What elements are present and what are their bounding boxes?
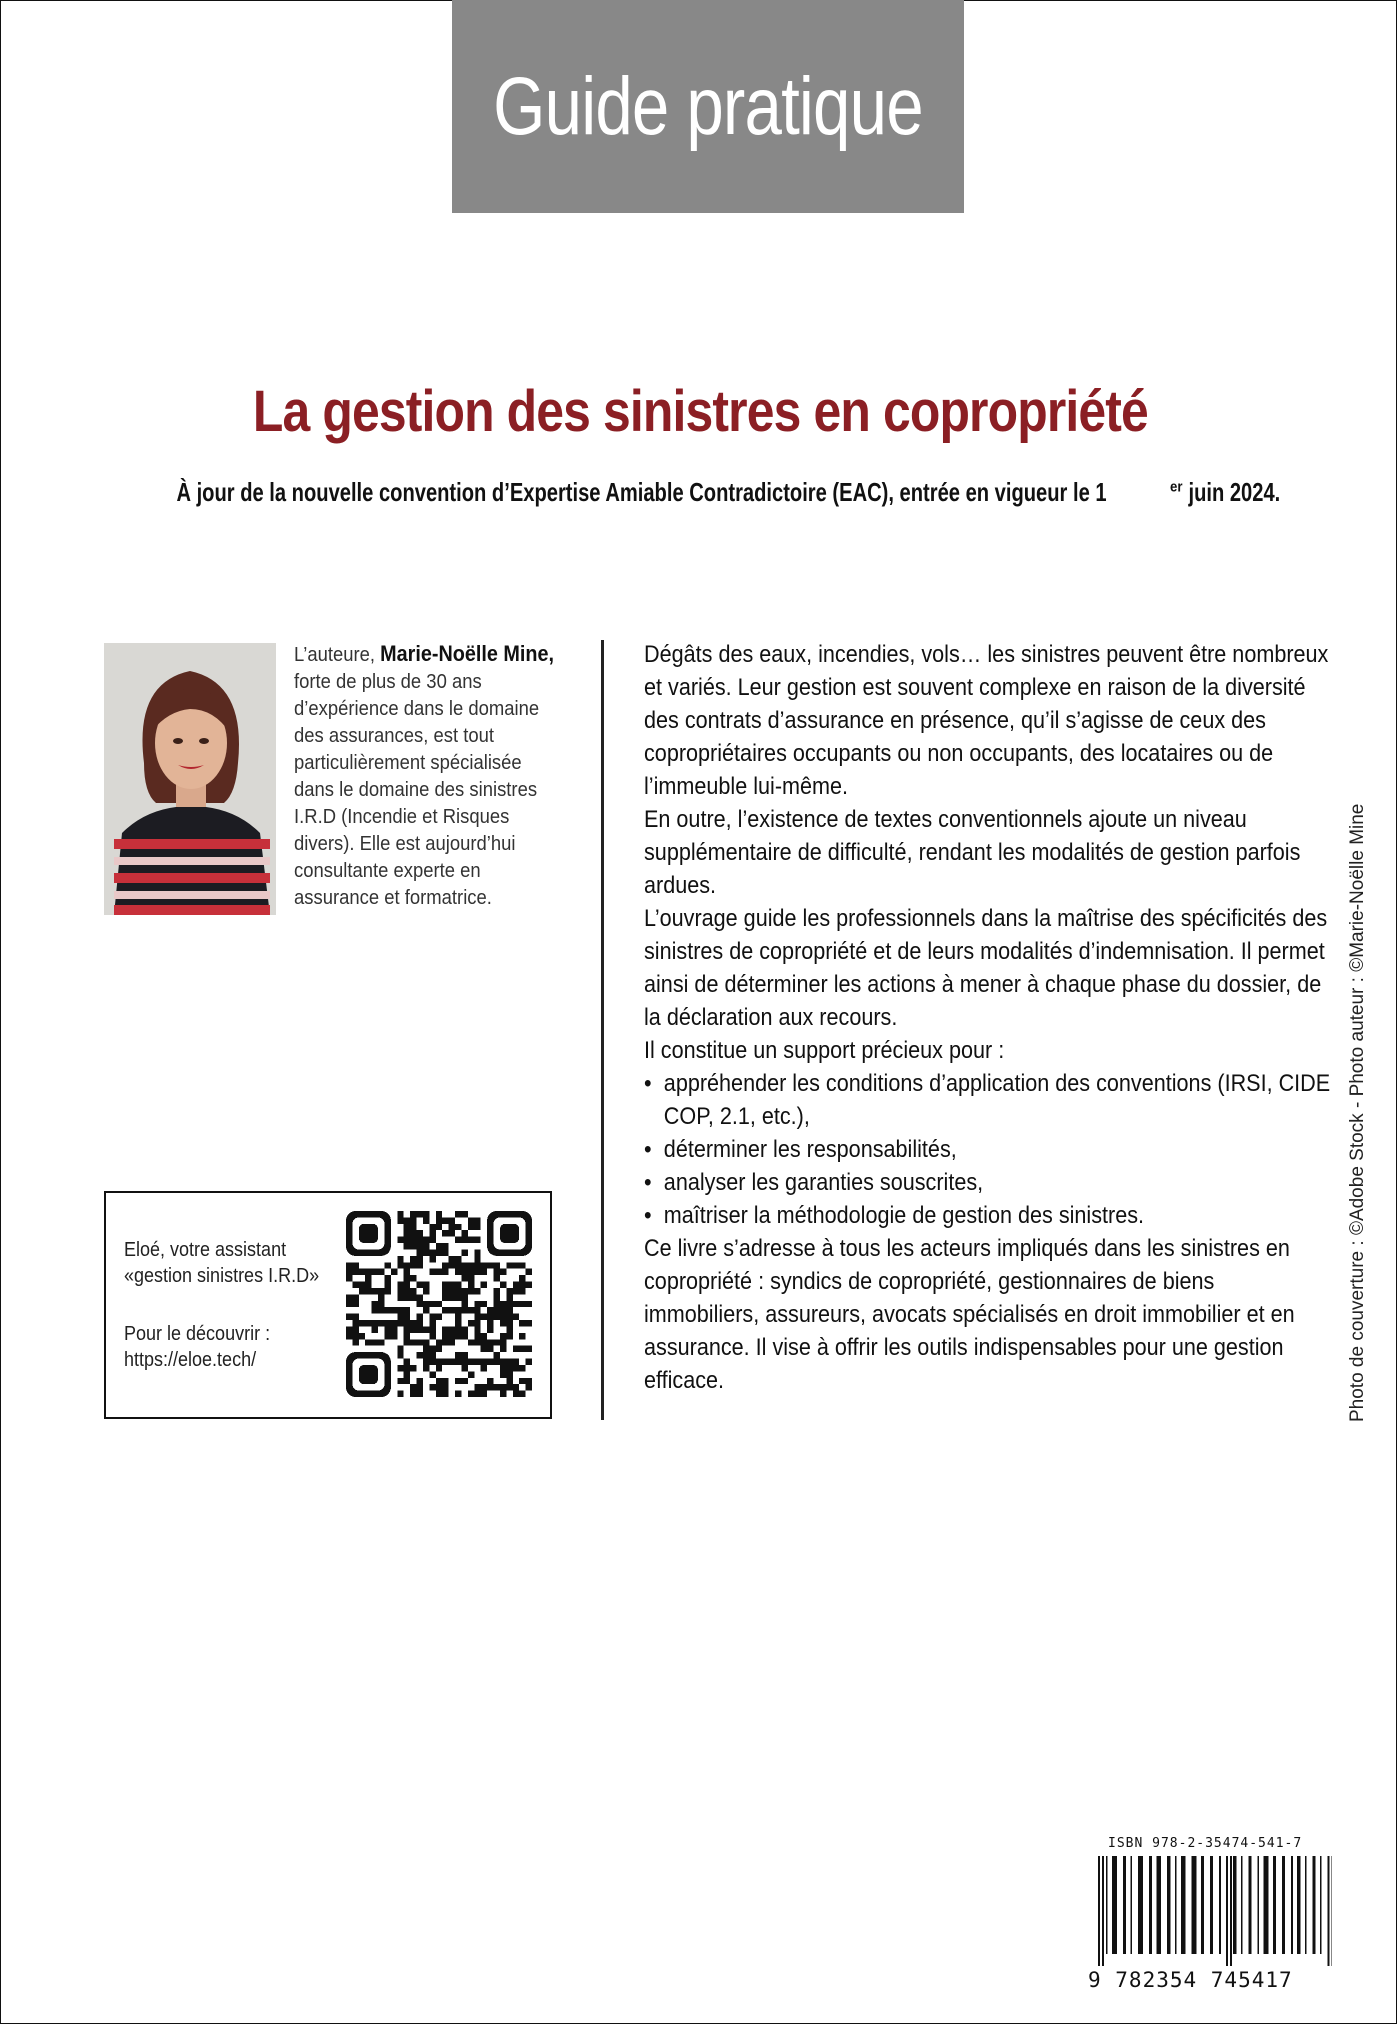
author-name: Marie-Noëlle Mine, — [380, 641, 555, 666]
assistant-url[interactable]: https://eloe.tech/ — [124, 1349, 257, 1371]
subtitle-text: À jour de la nouvelle convention d’Expertise Amiable Contradictoire (EAC), entrée en vigueur le 1 — [176, 477, 1107, 507]
isbn-label: ISBN 978-2-35474-541-7 — [1108, 1836, 1303, 1851]
author-bio-text: forte de plus de 30 ans d’expérience dans le domaine des assurances, est tout particulièrement spécialisée dans le domaine des sinistres I.R.D (Incendie et Risques divers). Elle est aujourd’hui consultante experte en assurance et formatrice. — [294, 670, 540, 909]
assistant-line-3: Pour le découvrir : — [124, 1323, 271, 1345]
assistant-line-1: Eloé, votre assistant — [124, 1239, 287, 1261]
author-portrait-image — [104, 643, 276, 915]
author-photo — [104, 643, 276, 915]
description-paragraph: Il constitue un support précieux pour : — [644, 1037, 1005, 1064]
bullet-item: • appréhender les conditions d’application des conventions (IRSI, CIDE COP, 2.1, etc.), — [644, 1067, 1335, 1133]
book-subtitle — [0, 477, 1400, 508]
description-paragraph: En outre, l’existence de textes conventionnels ajoute un niveau supplémentaire de difficulté, rendant les modalités de gestion parfois ardues. — [644, 806, 1301, 899]
assistant-box — [104, 1191, 552, 1419]
column-divider — [601, 640, 604, 1420]
assistant-line-2: «gestion sinistres I.R.D» — [124, 1265, 320, 1287]
book-title-text: La gestion des sinistres en copropriété — [252, 379, 1148, 444]
subtitle-superscript: er — [1170, 478, 1183, 496]
assistant-link-text — [124, 1321, 286, 1373]
barcode-icon — [1094, 1856, 1332, 1966]
book-description — [644, 638, 1334, 1397]
description-paragraph: Dégâts des eaux, incendies, vols… les sinistres peuvent être nombreux et variés. Leur gestion est souvent complexe en raison de la diversité des contrats d’assurance en présence, qu’il s’agisse de ceux des copropriétaires occupants ou non occupants, des locataires ou de l’immeuble lui-même. — [644, 641, 1329, 800]
qr-code-icon[interactable] — [346, 1211, 532, 1397]
series-band — [452, 0, 964, 213]
author-bio — [294, 640, 562, 911]
series-label: Guide pratique — [493, 60, 923, 152]
bullet-item: • maîtriser la méthodologie de gestion des sinistres. — [644, 1199, 1335, 1232]
photo-credit — [1347, 82, 1400, 1422]
author-intro: L’auteure, — [294, 643, 381, 666]
description-bullet-list — [644, 1067, 1335, 1232]
description-paragraph: L’ouvrage guide les professionnels dans la maîtrise des spécificités des sinistres de copropriété et de leurs modalités d’indemnisation. Il permet ainsi de déterminer les actions à mener à chaque phase du dossier, de la déclaration aux recours. — [644, 905, 1328, 1031]
isbn-digits: 9 782354 745417 — [1088, 1968, 1293, 1992]
subtitle-text-end: juin 2024. — [1188, 477, 1281, 507]
description-paragraph: Ce livre s’adresse à tous les acteurs impliqués dans les sinistres en copropriété : syndics de copropriété, gestionnaires de biens immobiliers, assureurs, avocats spécialisés en droit immobilier et en assurance. Il vise à offrir les outils indispensables pour une gestion efficace. — [644, 1235, 1295, 1394]
book-title — [0, 378, 1400, 445]
bullet-item: • déterminer les responsabilités, — [644, 1133, 1335, 1166]
photo-credit-text: Photo de couverture : ©Adobe Stock - Photo auteur : ©Marie-Noëlle Mine — [1347, 803, 1368, 1422]
bullet-item: • analyser les garanties souscrites, — [644, 1166, 1335, 1199]
assistant-text — [124, 1237, 341, 1289]
